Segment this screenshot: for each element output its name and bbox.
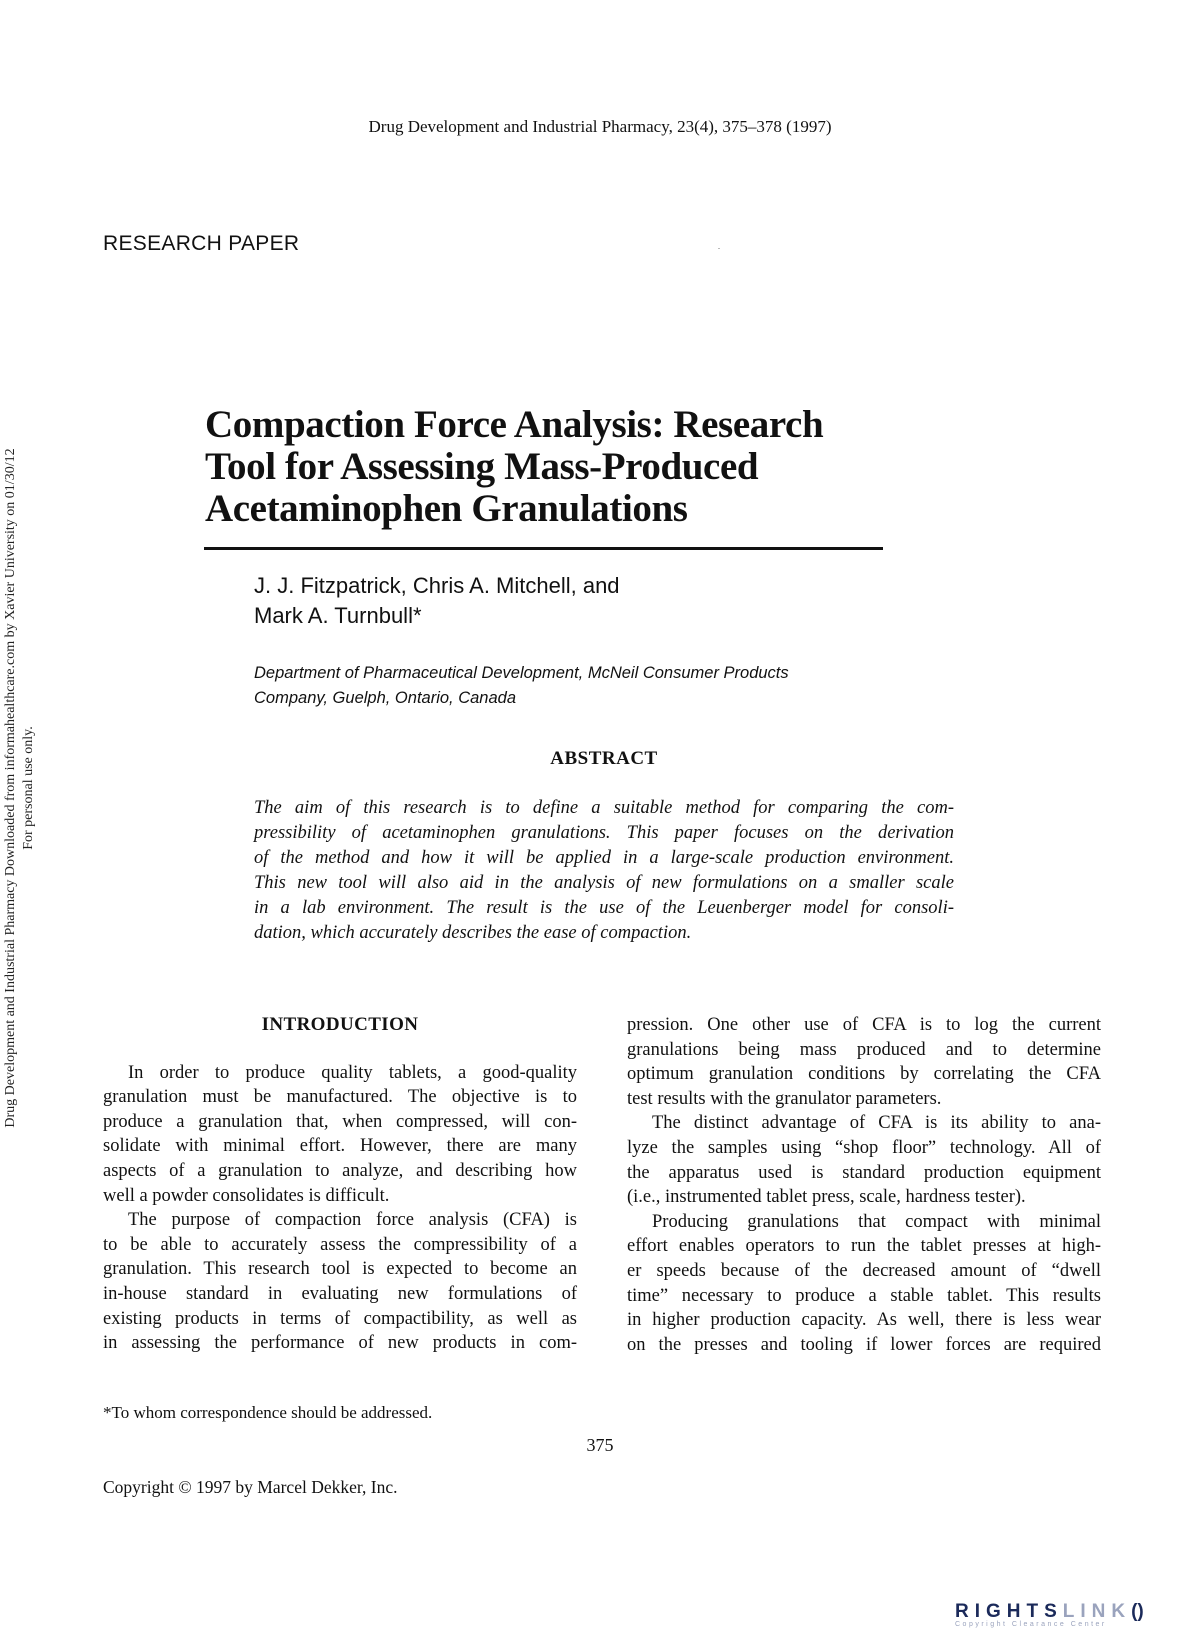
right-column [627,1013,1101,1357]
body-line: The purpose of compaction force analysis (CFA) is [128,1210,577,1231]
body-line: produce a granulation that, when compressed, will con- [103,1111,577,1132]
abstract-line: This new tool will also aid in the analysis of new formulations on a smaller scale [254,873,954,893]
body-line: in-house standard in evaluating new formulations of [103,1283,577,1304]
watermark-line-2: For personal use only. [21,726,36,850]
title-rule [204,547,883,550]
body-line: test results with the granulator parameters. [627,1088,942,1109]
body-line: well a powder consolidates is difficult. [103,1185,390,1206]
affiliation-line: Department of Pharmaceutical Development, McNeil Consumer Products [254,664,789,682]
body-line: aspects of a granulation to analyze, and describing how [103,1160,577,1181]
title-line: Tool for Assessing Mass-Produced [205,445,759,488]
author-affiliation [254,661,789,711]
copyright-notice: Copyright © 1997 by Marcel Dekker, Inc. [103,1477,398,1497]
left-column [103,1013,577,1356]
body-line: optimum granulation conditions by correlating the CFA [627,1064,1101,1085]
body-line: time” necessary to produce a stable tablet. This results [627,1285,1101,1306]
rightslink-subtitle: Copyright Clearance Center [955,1621,1107,1628]
rightslink-logo[interactable] [955,1601,1155,1641]
title-line: Acetaminophen Granulations [205,487,688,530]
download-watermark [2,338,38,1238]
body-line: (i.e., instrumented tablet press, scale, hardness tester). [627,1187,1026,1208]
abstract-line: in a lab environment. The result is the use of the Leuenberger model for consoli- [254,898,954,918]
affiliation-line: Company, Guelph, Ontario, Canada [254,689,517,707]
author-line: Mark A. Turnbull* [254,603,422,628]
body-line: er speeds because of the decreased amount of “dwell [627,1260,1101,1281]
body-line: on the presses and tooling if lower forces are required [627,1334,1101,1355]
rightslink-rights-text: RIGHTS [955,1601,1063,1622]
abstract-heading: ABSTRACT [550,748,658,769]
body-line: in higher production capacity. As well, there is less wear [627,1310,1101,1331]
title-line: Compaction Force Analysis: Research [205,403,824,446]
page-number: 375 [586,1435,614,1455]
paper-title [205,404,905,530]
body-line: solidate with minimal effort. However, there are many [103,1136,577,1157]
body-line: granulation. This research tool is expected to become an [103,1259,577,1280]
body-line: granulation must be manufactured. The objective is to [103,1087,577,1108]
author-line: J. J. Fitzpatrick, Chris A. Mitchell, and [254,573,620,598]
author-list [254,571,620,631]
introduction-heading: INTRODUCTION [261,1014,419,1035]
watermark-line-1: Drug Development and Industrial Pharmacy Downloaded from informahealthcare.com by Xavier University on 01/30/12 [3,448,18,1128]
body-line: existing products in terms of compactibility, as well as [103,1308,577,1329]
body-line: in assessing the performance of new products in com- [103,1333,577,1354]
body-line: In order to produce quality tablets, a good-quality [128,1062,577,1083]
body-line: the apparatus used is standard production equipment [627,1162,1101,1183]
abstract-body [254,796,954,946]
abstract-line: of the method and how it will be applied in a large-scale production environment. [254,848,954,868]
body-line: lyze the samples using “shop floor” technology. All of [627,1137,1101,1158]
paper-type-label: RESEARCH PAPER [103,232,300,255]
body-line: effort enables operators to run the tablet presses at high- [627,1236,1101,1257]
body-line: to be able to accurately assess the compressibility of a [103,1234,577,1255]
abstract-line: The aim of this research is to define a suitable method for comparing the com- [254,798,954,818]
rightslink-link-text: LINK [1062,1601,1132,1622]
body-line: The distinct advantage of CFA is its ability to ana- [652,1113,1101,1134]
rightslink-wordmark [955,1601,1155,1623]
rightslink-arrow-icon: () [1131,1601,1144,1622]
correspondence-footnote: *To whom correspondence should be addressed. [103,1403,433,1422]
journal-citation: Drug Development and Industrial Pharmacy, 23(4), 375–378 (1997) [368,117,832,136]
scan-speck [718,248,720,249]
body-line: pression. One other use of CFA is to log the current [627,1015,1101,1035]
body-line: granulations being mass produced and to determine [627,1039,1101,1060]
body-line: Producing granulations that compact with minimal [652,1211,1101,1232]
abstract-line: pressibility of acetaminophen granulations. This paper focuses on the derivation [254,823,954,843]
abstract-line: dation, which accurately describes the ease of compaction. [254,923,692,943]
